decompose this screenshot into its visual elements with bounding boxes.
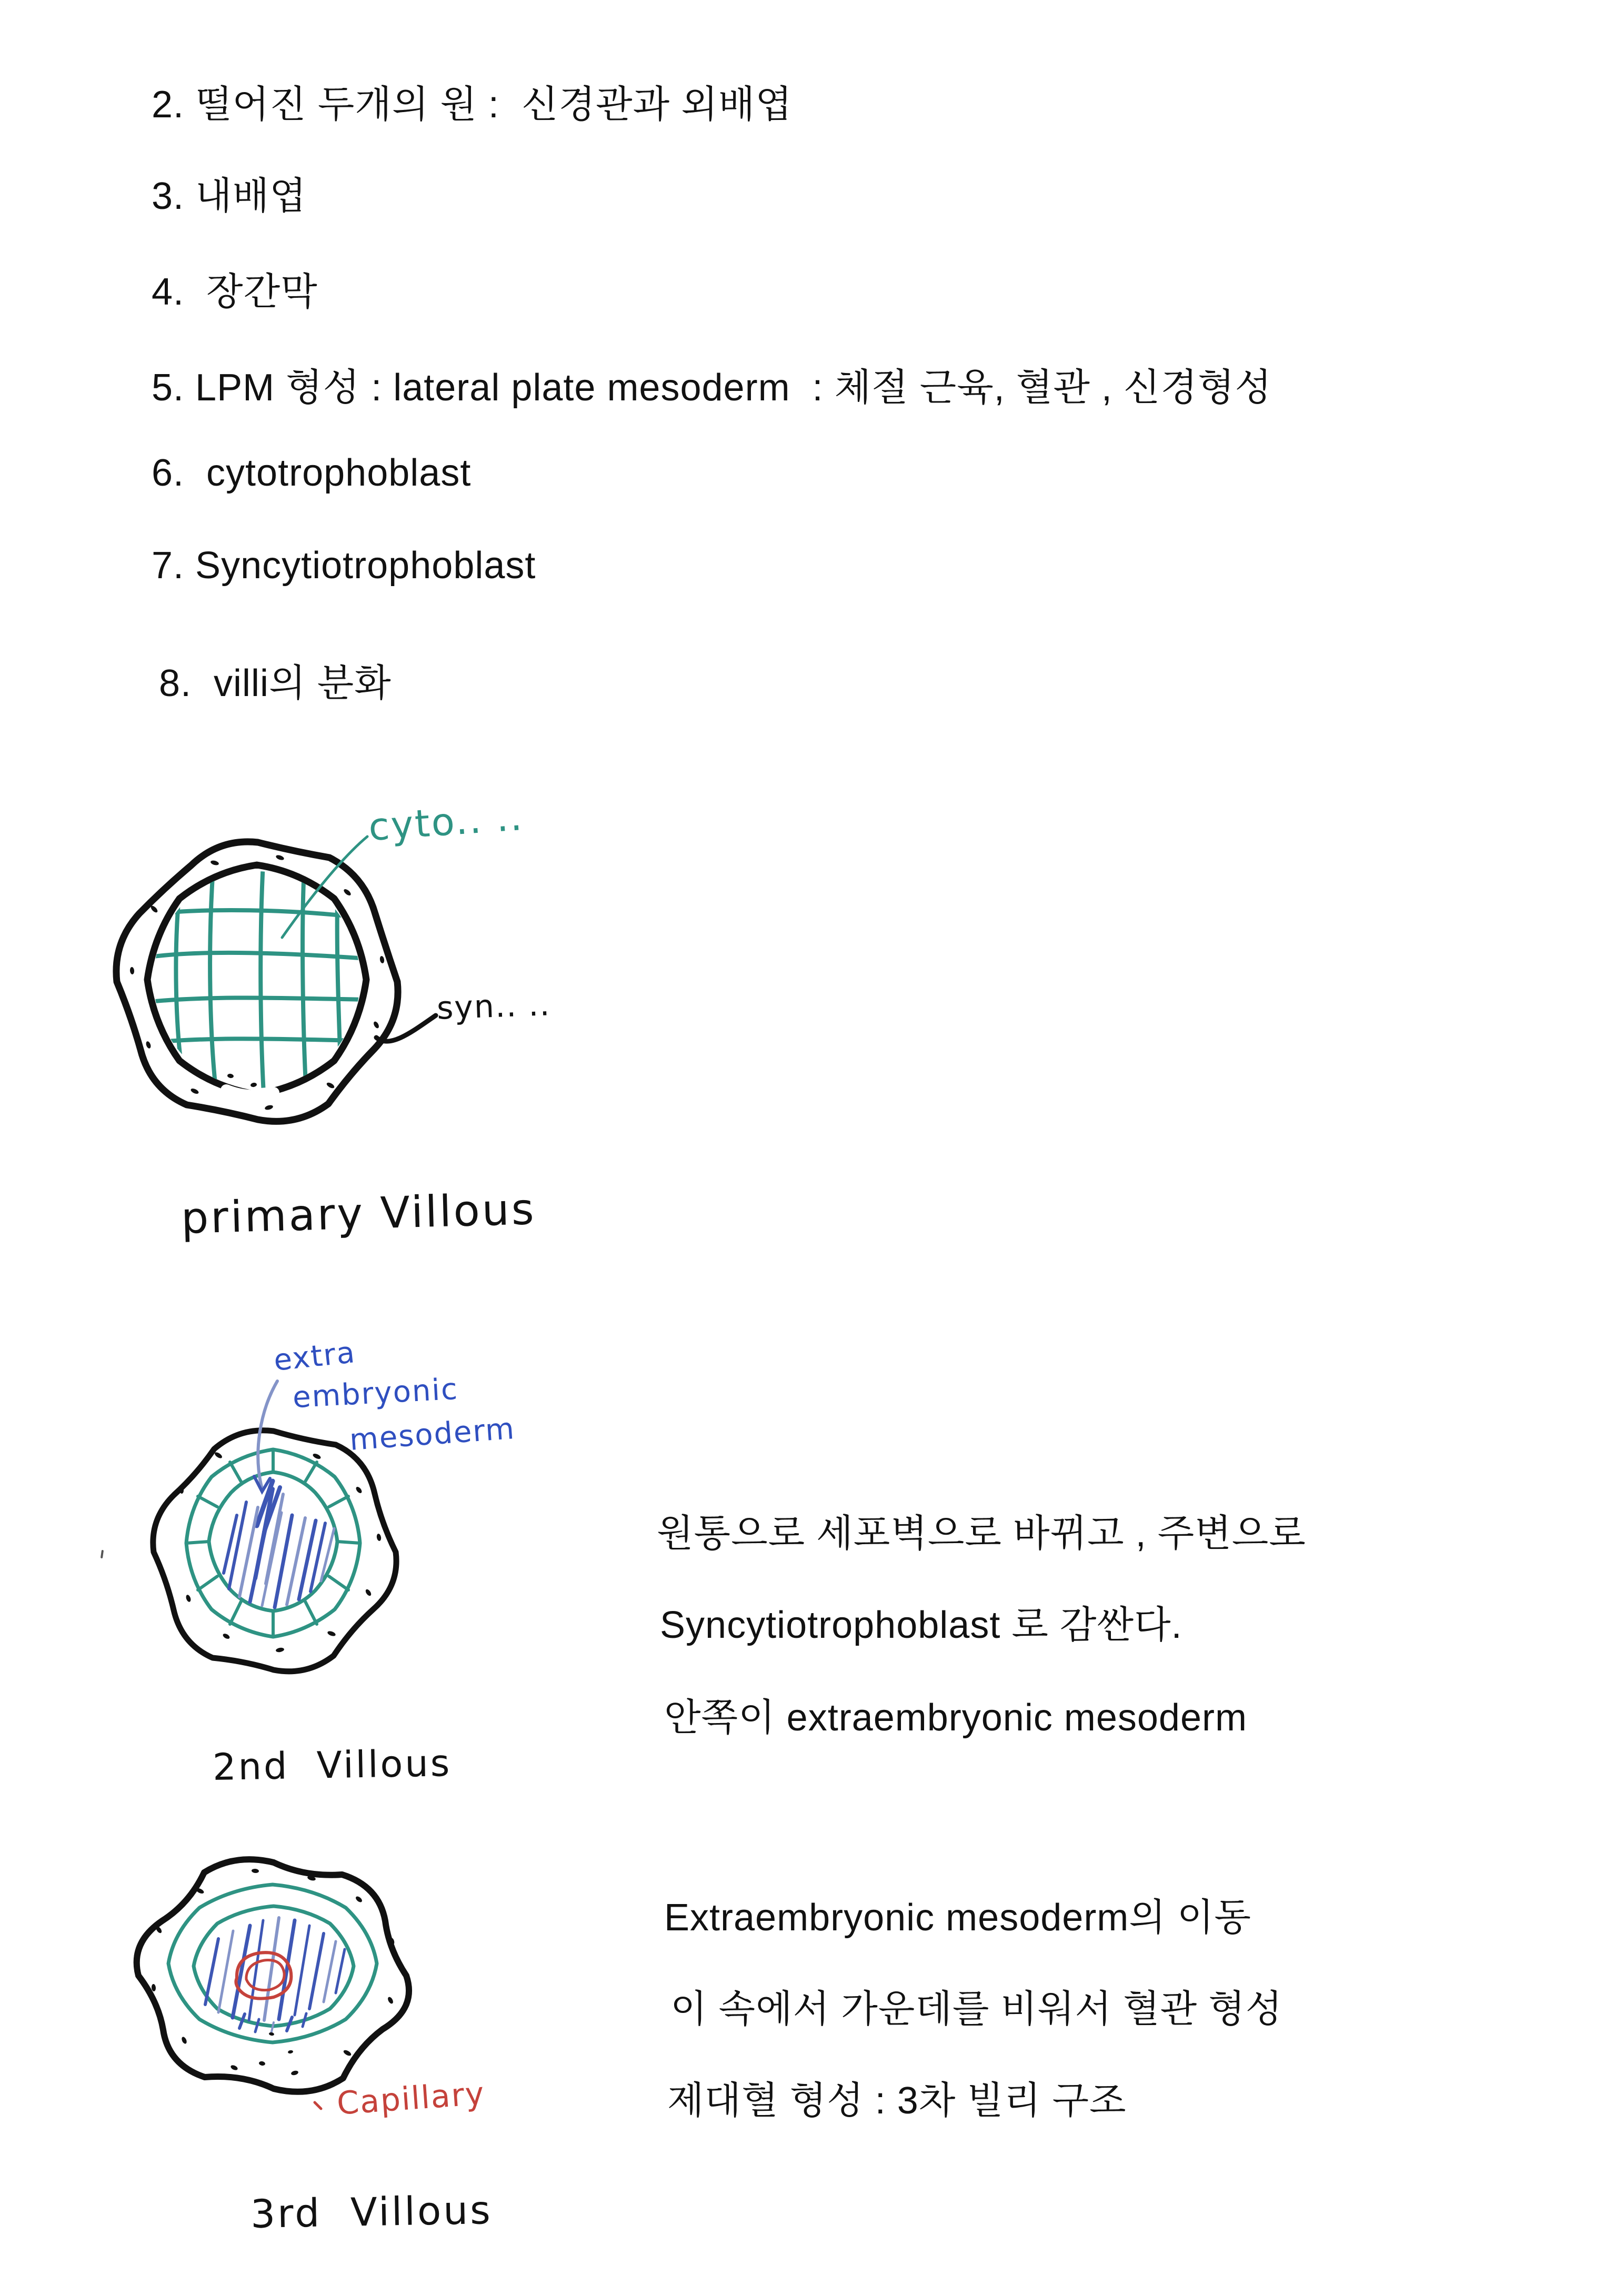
cyto-label: cyto.. .. xyxy=(367,794,525,850)
note-2nd-line2: Syncytiotrophoblast 로 감싼다. xyxy=(660,1604,1182,1646)
primary-villous-caption: primary Villous xyxy=(180,1184,537,1244)
outer-membrane xyxy=(137,1859,409,2092)
list-item-7: 7. Syncytiotrophoblast xyxy=(152,545,536,587)
list-item-6: 6. cytotrophoblast xyxy=(152,452,472,494)
list-item-4: 4. 장간막 xyxy=(152,271,318,313)
inner-ring xyxy=(147,865,366,1094)
third-villous-caption: 3rd Villous xyxy=(250,2187,493,2238)
note-3rd-line2: 이 속에서 가운데를 비워서 혈관 형성 xyxy=(670,1988,1283,2030)
outer-membrane xyxy=(116,842,398,1121)
note-3rd-line1: Extraembryonic mesoderm의 이동 xyxy=(664,1897,1251,1939)
primary-villous-drawing xyxy=(95,789,568,1157)
list-item-3: 3. 내배엽 xyxy=(152,175,307,217)
mesoderm-hatching xyxy=(205,1918,345,2034)
syn-label: syn.. .. xyxy=(436,986,552,1027)
inner-ring-gap xyxy=(226,1090,274,1095)
extra-label-line3: mesoderm xyxy=(348,1412,516,1457)
note-3rd-line3: 제대혈 형성 : 3차 빌리 구조 xyxy=(667,2080,1127,2122)
membrane-dots xyxy=(129,854,385,1111)
second-villous-caption: 2nd Villous xyxy=(212,1741,452,1789)
note-2nd-line3: 안쪽이 extraembryonic mesoderm xyxy=(664,1697,1247,1739)
extra-label-line2: embryonic xyxy=(292,1372,459,1415)
extra-label-line1: extra xyxy=(272,1335,357,1378)
list-item-5: 5. LPM 형성 : lateral plate mesoderm : 체절 근육, 혈관 , 신경형성 xyxy=(152,367,1272,409)
third-villous-drawing xyxy=(121,1847,584,2183)
list-item-2: 2. 떨어진 두개의 원 : 신경관과 외배엽 xyxy=(152,84,793,126)
list-item-8: 8. villi의 분화 xyxy=(159,662,392,704)
capillary-ring xyxy=(236,1952,321,2109)
capillary-label: Capillary xyxy=(335,2075,486,2122)
note-2nd-line1: 원통으로 세포벽으로 바뀌고 , 주변으로 xyxy=(657,1513,1306,1555)
stray-mark xyxy=(101,1550,104,1558)
